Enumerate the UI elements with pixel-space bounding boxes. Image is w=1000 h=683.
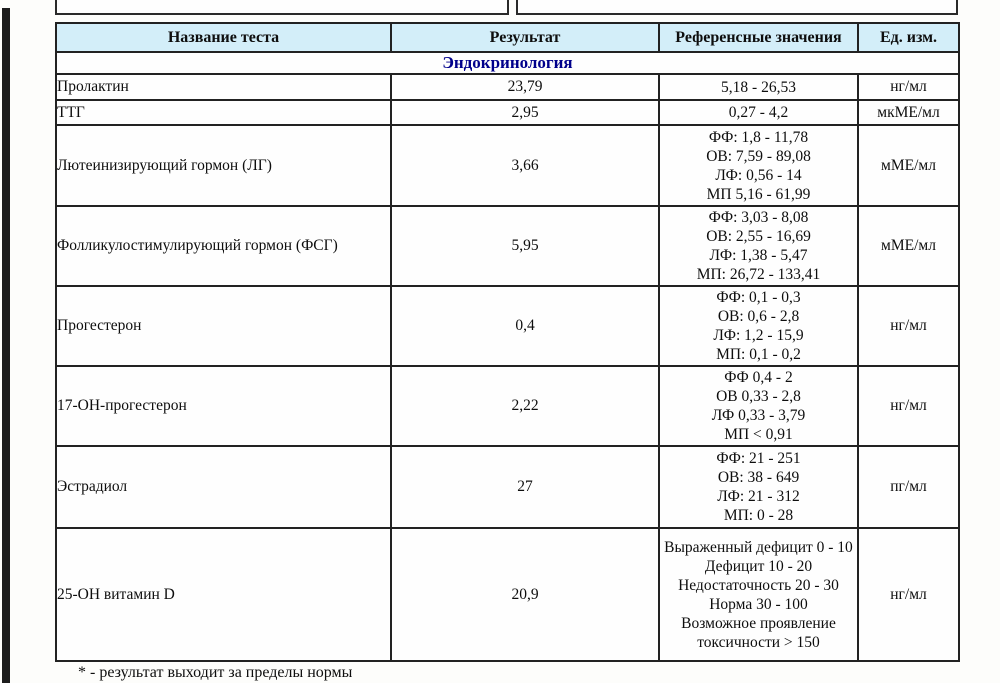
units-cell: пг/мл xyxy=(858,446,959,528)
units-cell: мМЕ/мл xyxy=(858,125,959,206)
reference-line: ОВ: 7,59 - 89,08 xyxy=(706,147,811,165)
reference-line: Недостаточность 20 - 30 xyxy=(678,576,839,594)
column-header-test-name: Название теста xyxy=(56,23,391,52)
reference-line: Норма 30 - 100 xyxy=(709,595,808,613)
reference-line: ФФ: 21 - 251 xyxy=(716,450,801,467)
reference-line: ЛФ: 0,56 - 14 xyxy=(715,166,802,184)
reference-line: МП < 0,91 xyxy=(724,426,793,443)
column-header-result: Результат xyxy=(391,23,659,52)
reference-line: ОВ 0,33 - 2,8 xyxy=(716,388,801,405)
result-cell: 23,79 xyxy=(391,74,659,100)
reference-cell xyxy=(659,74,858,100)
section-row xyxy=(56,52,959,74)
test-name-cell: 17-ОН-прогестерон xyxy=(56,366,391,446)
test-name-cell: Пролактин xyxy=(56,74,391,100)
results-table-body xyxy=(56,52,959,661)
column-header-units: Ед. изм. xyxy=(858,23,959,52)
table-row xyxy=(56,74,959,100)
table-row xyxy=(56,366,959,446)
top-left-box xyxy=(55,0,509,15)
reference-line: ФФ: 3,03 - 8,08 xyxy=(708,209,809,226)
reference-line: ЛФ: 1,38 - 5,47 xyxy=(709,247,808,264)
result-cell: 0,4 xyxy=(391,286,659,366)
units-cell: нг/мл xyxy=(858,366,959,446)
table-row xyxy=(56,125,959,206)
test-name-cell: Эстрадиол xyxy=(56,446,391,528)
table-row xyxy=(56,100,959,125)
reference-line: МП: 0,1 - 0,2 xyxy=(716,346,801,363)
result-cell: 2,95 xyxy=(391,100,659,125)
reference-line: ЛФ: 1,2 - 15,9 xyxy=(713,327,804,344)
reference-line: ЛФ: 21 - 312 xyxy=(717,488,800,505)
table-row xyxy=(56,286,959,366)
footnote: * - результат выходит за пределы нормы xyxy=(78,664,353,681)
result-cell: 5,95 xyxy=(391,206,659,286)
reference-line: Дефицит 10 - 20 xyxy=(704,557,813,575)
table-row xyxy=(56,206,959,286)
reference-cell xyxy=(659,528,858,661)
reference-line: ФФ: 1,8 - 11,78 xyxy=(708,128,809,146)
reference-cell xyxy=(659,125,858,206)
test-name-cell: Прогестерон xyxy=(56,286,391,366)
units-cell: нг/мл xyxy=(858,286,959,366)
section-title: Эндокринология xyxy=(56,52,959,74)
test-name-cell: ТТГ xyxy=(56,100,391,125)
reference-cell xyxy=(659,366,858,446)
reference-line: ФФ: 0,1 - 0,3 xyxy=(716,289,801,306)
top-right-box xyxy=(516,0,958,15)
reference-line: 5,18 - 26,53 xyxy=(721,78,796,96)
column-header-reference: Референсные значения xyxy=(659,23,858,52)
reference-line: Выраженный дефицит 0 - 10 xyxy=(664,538,853,556)
reference-line: ОВ: 2,55 - 16,69 xyxy=(706,228,811,245)
reference-cell xyxy=(659,286,858,366)
table-row xyxy=(56,446,959,528)
reference-line: МП: 26,72 - 133,41 xyxy=(696,266,821,283)
reference-cell xyxy=(659,206,858,286)
reference-line: ФФ 0,4 - 2 xyxy=(724,369,793,386)
results-table xyxy=(55,22,960,662)
units-cell: мМЕ/мл xyxy=(858,206,959,286)
test-name-cell: 25-ОН витамин D xyxy=(56,528,391,661)
reference-cell xyxy=(659,446,858,528)
units-cell: нг/мл xyxy=(858,528,959,661)
test-name-cell: Фолликулостимулирующий гормон (ФСГ) xyxy=(56,206,391,286)
reference-line: ОВ: 38 - 649 xyxy=(717,469,800,486)
reference-line: ОВ: 0,6 - 2,8 xyxy=(717,308,800,325)
reference-line: Возможное проявление токсичности > 150 xyxy=(681,614,836,651)
units-cell: мкМЕ/мл xyxy=(858,100,959,125)
reference-line: ЛФ 0,33 - 3,79 xyxy=(711,407,806,424)
header-row xyxy=(56,23,959,52)
table-row xyxy=(56,528,959,661)
result-cell: 20,9 xyxy=(391,528,659,661)
result-cell: 27 xyxy=(391,446,659,528)
reference-line: МП 5,16 - 61,99 xyxy=(706,185,811,203)
page-edge-bar xyxy=(2,8,10,683)
result-cell: 2,22 xyxy=(391,366,659,446)
reference-line: МП: 0 - 28 xyxy=(723,507,794,524)
test-name-cell: Лютеинизирующий гормон (ЛГ) xyxy=(56,125,391,206)
units-cell: нг/мл xyxy=(858,74,959,100)
reference-line: 0,27 - 4,2 xyxy=(728,104,789,121)
result-cell: 3,66 xyxy=(391,125,659,206)
reference-cell xyxy=(659,100,858,125)
